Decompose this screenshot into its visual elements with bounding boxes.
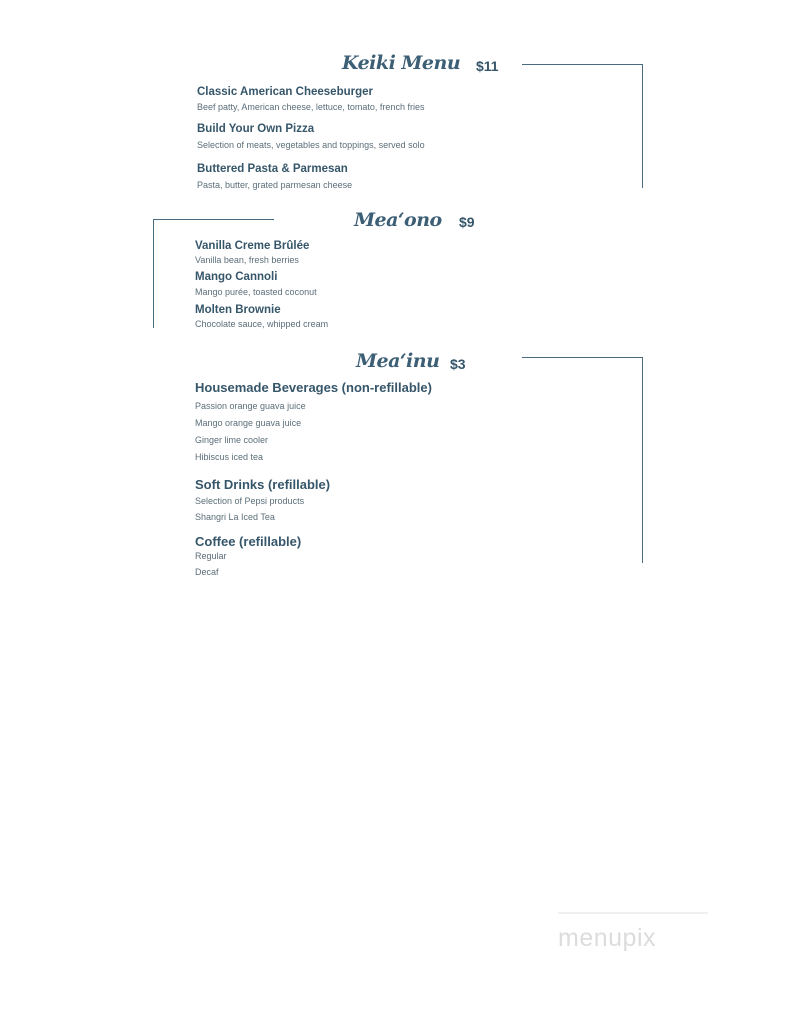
beverage-group-name: Soft Drinks (refillable) [195,477,331,492]
meainu-frame-right [642,357,643,563]
keiki-frame-top [522,64,643,65]
meaono-price: $9 [459,214,475,230]
menu-item-desc: Vanilla bean, fresh berries [195,255,299,265]
keiki-frame-right [642,64,643,188]
beverage-group-name: Housemade Beverages (non-refillable) [195,380,432,395]
menu-item-name: Molten Brownie [195,304,281,316]
menu-item-name: Build Your Own Pizza [197,123,315,135]
meaono-frame-top [153,219,274,220]
menu-item-name: Classic American Cheeseburger [197,86,373,98]
meainu-title: Mea‘inu [356,350,440,372]
beverage-item: Hibiscus iced tea [195,452,264,462]
menu-item-desc: Selection of meats, vegetables and toppings, served solo [197,140,425,150]
meaono-title: Mea‘ono [354,209,442,231]
menu-item-name: Mango Cannoli [195,271,278,283]
beverage-item: Shangri La Iced Tea [195,512,275,522]
keiki-menu-title: Keiki Menu [342,52,461,74]
menu-item-desc: Chocolate sauce, whipped cream [195,319,329,329]
keiki-menu-price: $11 [476,58,499,74]
beverage-group-name: Coffee (refillable) [195,534,302,549]
beverage-item: Regular [195,551,227,561]
meaono-frame-left [153,219,154,328]
meainu-frame-top [522,357,643,358]
menu-item-desc: Beef patty, American cheese, lettuce, tomato, french fries [197,102,425,112]
beverage-item: Mango orange guava juice [195,418,302,428]
watermark-logo: menupix [558,924,656,952]
watermark-rule [558,912,708,914]
menu-item-name: Buttered Pasta & Parmesan [197,163,348,175]
beverage-item: Passion orange guava juice [195,401,306,411]
beverage-item: Decaf [195,567,219,577]
menu-item-desc: Pasta, butter, grated parmesan cheese [197,180,353,190]
meainu-price: $3 [450,356,466,372]
menu-item-desc: Mango purée, toasted coconut [195,287,317,297]
beverage-item: Selection of Pepsi products [195,496,305,506]
menu-item-name: Vanilla Creme Brûlée [195,240,310,252]
beverage-item: Ginger lime cooler [195,435,269,445]
